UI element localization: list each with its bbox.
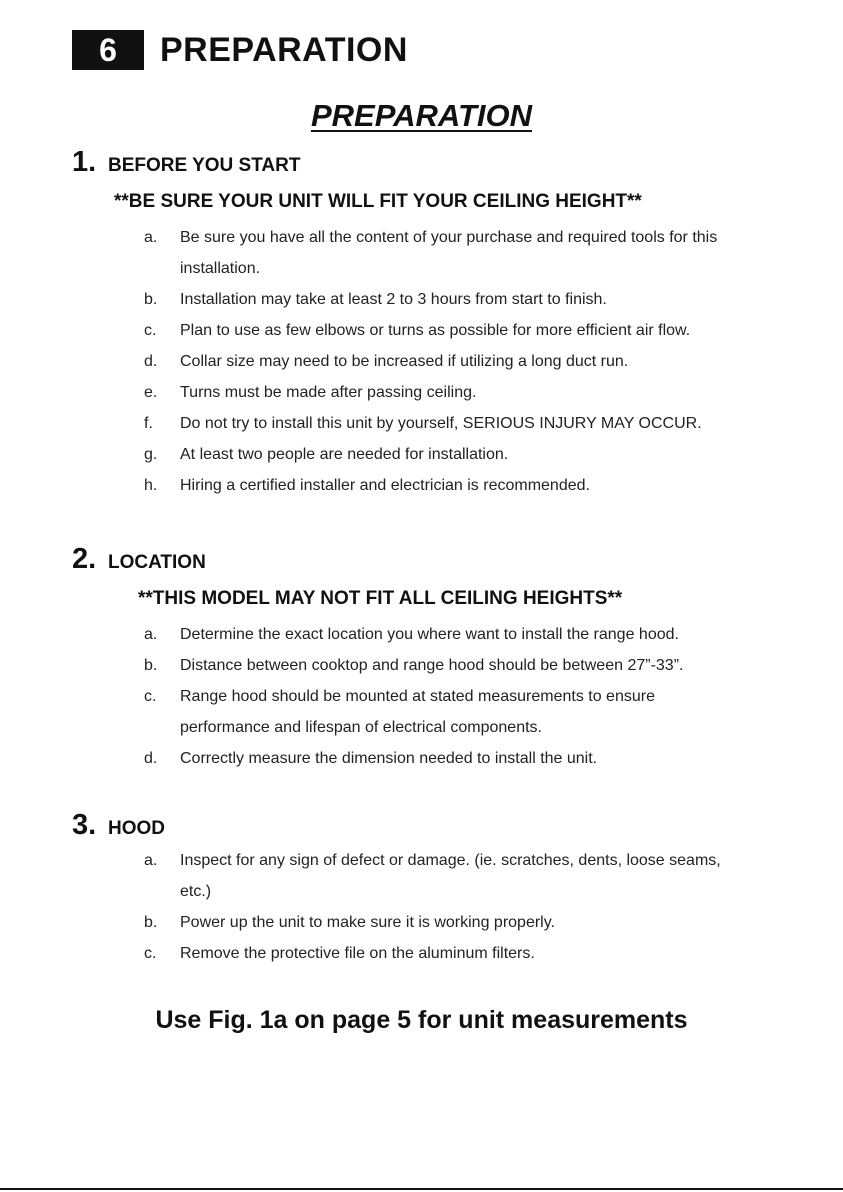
item-letter: b. bbox=[144, 657, 158, 674]
item-letter: a. bbox=[144, 626, 158, 643]
section-heading-before-you-start bbox=[72, 146, 300, 179]
section-number: 2. bbox=[72, 543, 97, 575]
section-title: LOCATION bbox=[108, 552, 206, 573]
list-item bbox=[144, 439, 780, 470]
item-text: Power up the unit to make sure it is working properly. bbox=[180, 914, 555, 931]
list-item bbox=[144, 408, 820, 439]
section-heading-location bbox=[72, 543, 206, 576]
item-letter: c. bbox=[144, 322, 157, 339]
list-item bbox=[144, 907, 780, 938]
ceiling-heights-warning: **THIS MODEL MAY NOT FIT ALL CEILING HEIGHTS** bbox=[138, 588, 623, 609]
item-text: Installation may take at least 2 to 3 hours from start to finish. bbox=[180, 291, 607, 308]
item-letter: c. bbox=[144, 945, 157, 962]
item-text: Be sure you have all the content of your purchase and required tools for this installation. bbox=[180, 229, 718, 277]
item-text: Collar size may need to be increased if utilizing a long duct run. bbox=[180, 353, 629, 370]
list-item bbox=[144, 346, 780, 377]
item-letter: f. bbox=[144, 415, 153, 432]
item-letter: e. bbox=[144, 384, 158, 401]
item-letter: a. bbox=[144, 852, 158, 869]
list-item bbox=[144, 681, 740, 743]
item-text: Correctly measure the dimension needed to install the unit. bbox=[180, 750, 598, 767]
list-item bbox=[144, 284, 780, 315]
section-number: 3. bbox=[72, 809, 97, 841]
list-item bbox=[144, 650, 780, 681]
page-number-badge: 6 bbox=[72, 30, 144, 70]
list-item bbox=[144, 938, 780, 969]
item-text: Plan to use as few elbows or turns as possible for more efficient air flow. bbox=[180, 322, 691, 339]
item-text: Range hood should be mounted at stated measurements to ensure performance and lifespan of electrical components. bbox=[180, 688, 655, 736]
section-title: HOOD bbox=[108, 818, 165, 839]
section-number: 1. bbox=[72, 146, 97, 178]
header-title: PREPARATION bbox=[160, 30, 408, 69]
item-text: Determine the exact location you where want to install the range hood. bbox=[180, 626, 679, 643]
list-item bbox=[144, 619, 780, 650]
list-item bbox=[144, 377, 780, 408]
item-letter: b. bbox=[144, 914, 158, 931]
item-text: At least two people are needed for installation. bbox=[180, 446, 509, 463]
item-letter: h. bbox=[144, 477, 158, 494]
item-text: Do not try to install this unit by yourself, SERIOUS INJURY MAY OCCUR. bbox=[180, 415, 702, 432]
figure-reference-note: Use Fig. 1a on page 5 for unit measurements bbox=[155, 1006, 688, 1034]
list-item bbox=[144, 743, 780, 774]
list-item bbox=[144, 222, 780, 284]
list-item bbox=[144, 470, 780, 501]
item-letter: a. bbox=[144, 229, 158, 246]
item-letter: d. bbox=[144, 353, 158, 370]
item-text: Remove the protective file on the aluminum filters. bbox=[180, 945, 535, 962]
item-letter: c. bbox=[144, 688, 157, 705]
item-letter: b. bbox=[144, 291, 158, 308]
ceiling-height-warning: **BE SURE YOUR UNIT WILL FIT YOUR CEILING HEIGHT** bbox=[114, 191, 642, 212]
item-text: Turns must be made after passing ceiling. bbox=[180, 384, 477, 401]
item-text: Distance between cooktop and range hood should be between 27”-33”. bbox=[180, 657, 684, 674]
item-text: Hiring a certified installer and electrician is recommended. bbox=[180, 477, 590, 494]
item-letter: g. bbox=[144, 446, 158, 463]
item-letter: d. bbox=[144, 750, 158, 767]
document-title: PREPARATION bbox=[310, 98, 533, 133]
page-header bbox=[72, 30, 408, 70]
section-title: BEFORE YOU START bbox=[108, 155, 301, 176]
item-text: Inspect for any sign of defect or damage. (ie. scratches, dents, loose seams, etc.) bbox=[180, 852, 721, 900]
list-item bbox=[144, 845, 740, 907]
bottom-divider bbox=[0, 1188, 843, 1190]
section-heading-hood bbox=[72, 809, 165, 842]
list-item bbox=[144, 315, 780, 346]
